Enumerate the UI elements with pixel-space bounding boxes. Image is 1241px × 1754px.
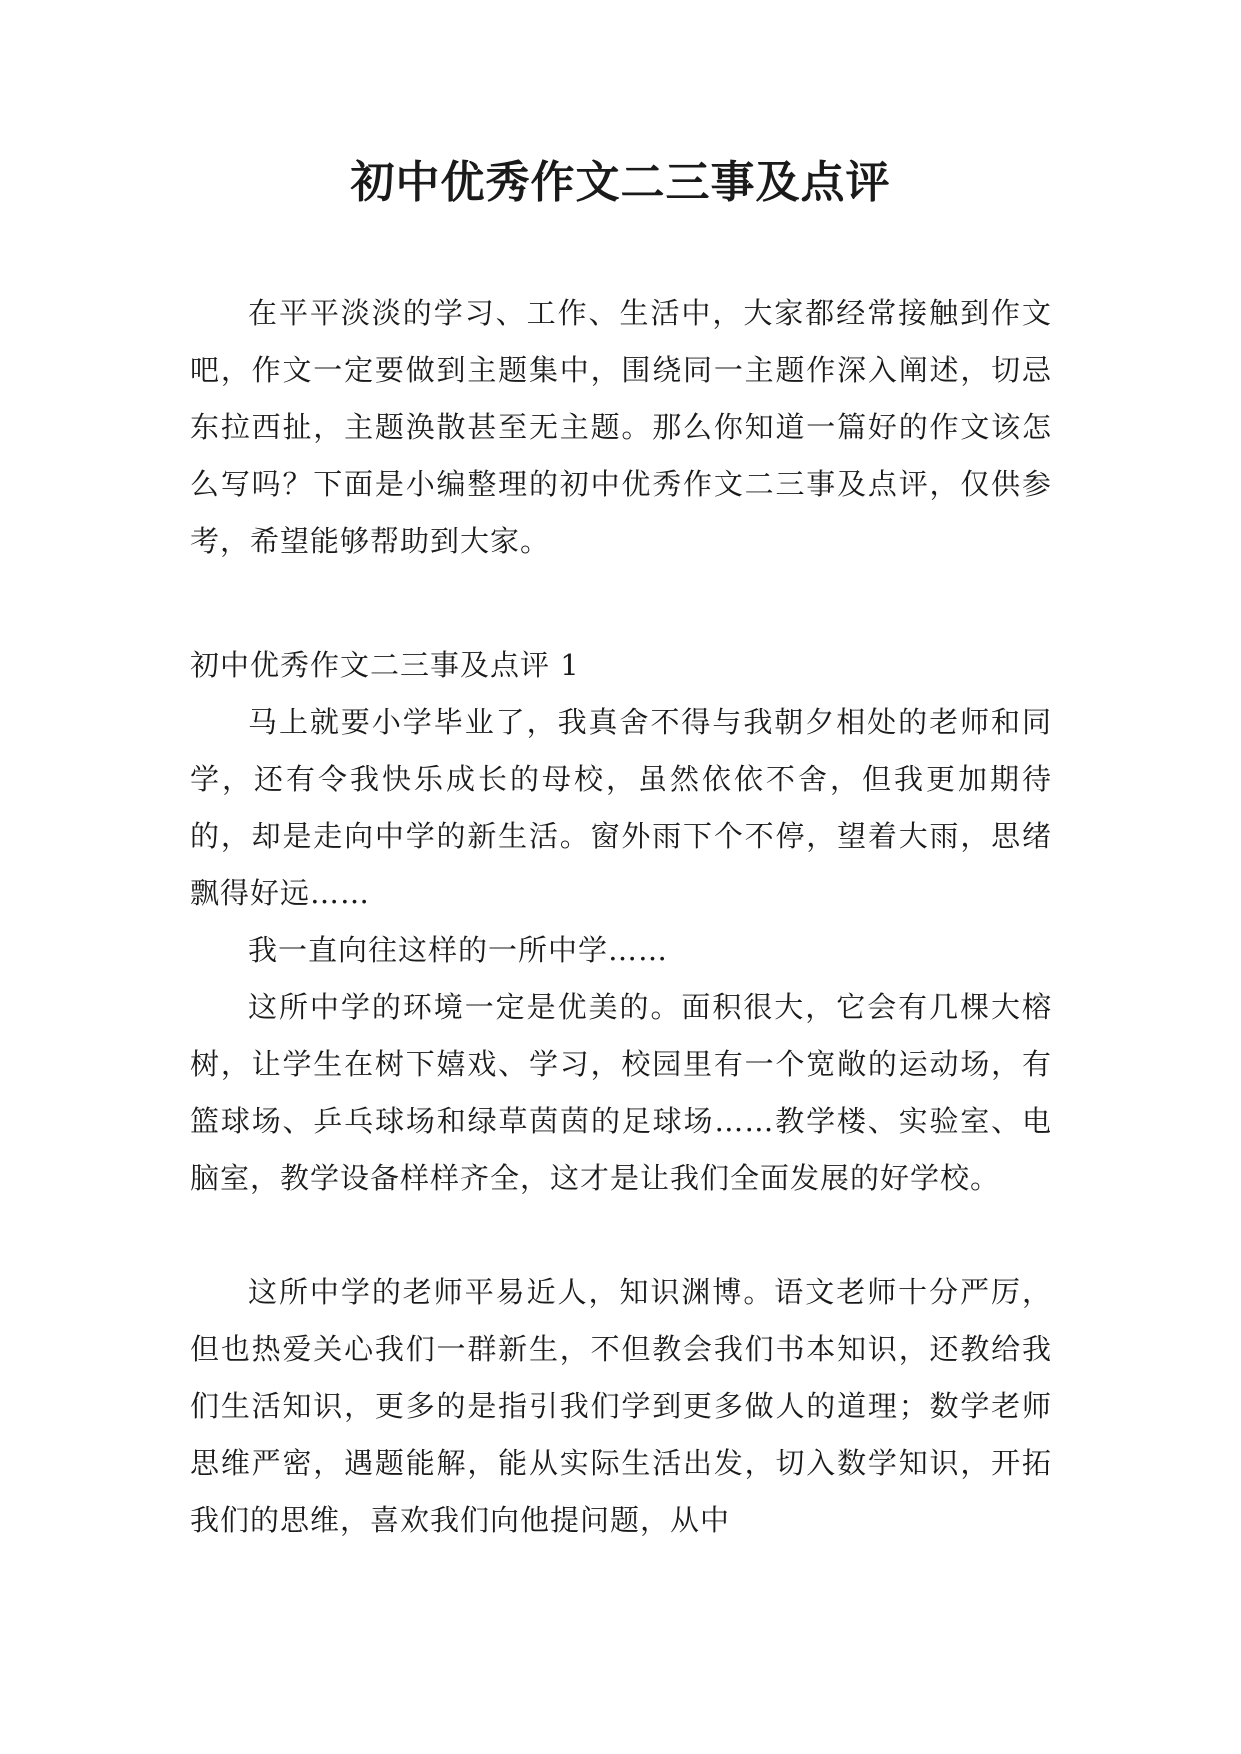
body-paragraph: 这所中学的环境一定是优美的。面积很大，它会有几棵大榕树，让学生在树下嬉戏、学习，校园里有一个宽敞的运动场，有篮球场、乒乓球场和绿草茵茵的足球场……教学楼、实验室、电脑室，教学设备样样齐全，这才是让我们全面发展的好学校。: [190, 990, 1052, 1195]
body-paragraph: 我一直向往这样的一所中学……: [248, 933, 669, 967]
body-paragraph: 这所中学的老师平易近人，知识渊博。语文老师十分严厉，但也热爱关心我们一群新生，不但教会我们书本知识，还教给我们生活知识，更多的是指引我们学到更多做人的道理；数学老师思维严密，遇题能解，能从实际生活出发，切入数学知识，开拓我们的思维，喜欢我们向他提问题，从中: [190, 1275, 1052, 1537]
section-heading: 初中优秀作文二三事及点评 1: [190, 648, 580, 682]
intro-paragraph: 在平平淡淡的学习、工作、生活中，大家都经常接触到作文吧，作文一定要做到主题集中，围绕同一主题作深入阐述，切忌东拉西扯，主题涣散甚至无主题。那么你知道一篇好的作文该怎么写吗？下面是小编整理的初中优秀作文二三事及点评，仅供参考，希望能够帮助到大家。: [190, 296, 1052, 558]
document-title: 初中优秀作文二三事及点评: [350, 157, 891, 208]
body-paragraph: 马上就要小学毕业了，我真舍不得与我朝夕相处的老师和同学，还有令我快乐成长的母校，虽然依依不舍，但我更加期待的，却是走向中学的新生活。窗外雨下个不停，望着大雨，思绪飘得好远……: [190, 705, 1052, 910]
